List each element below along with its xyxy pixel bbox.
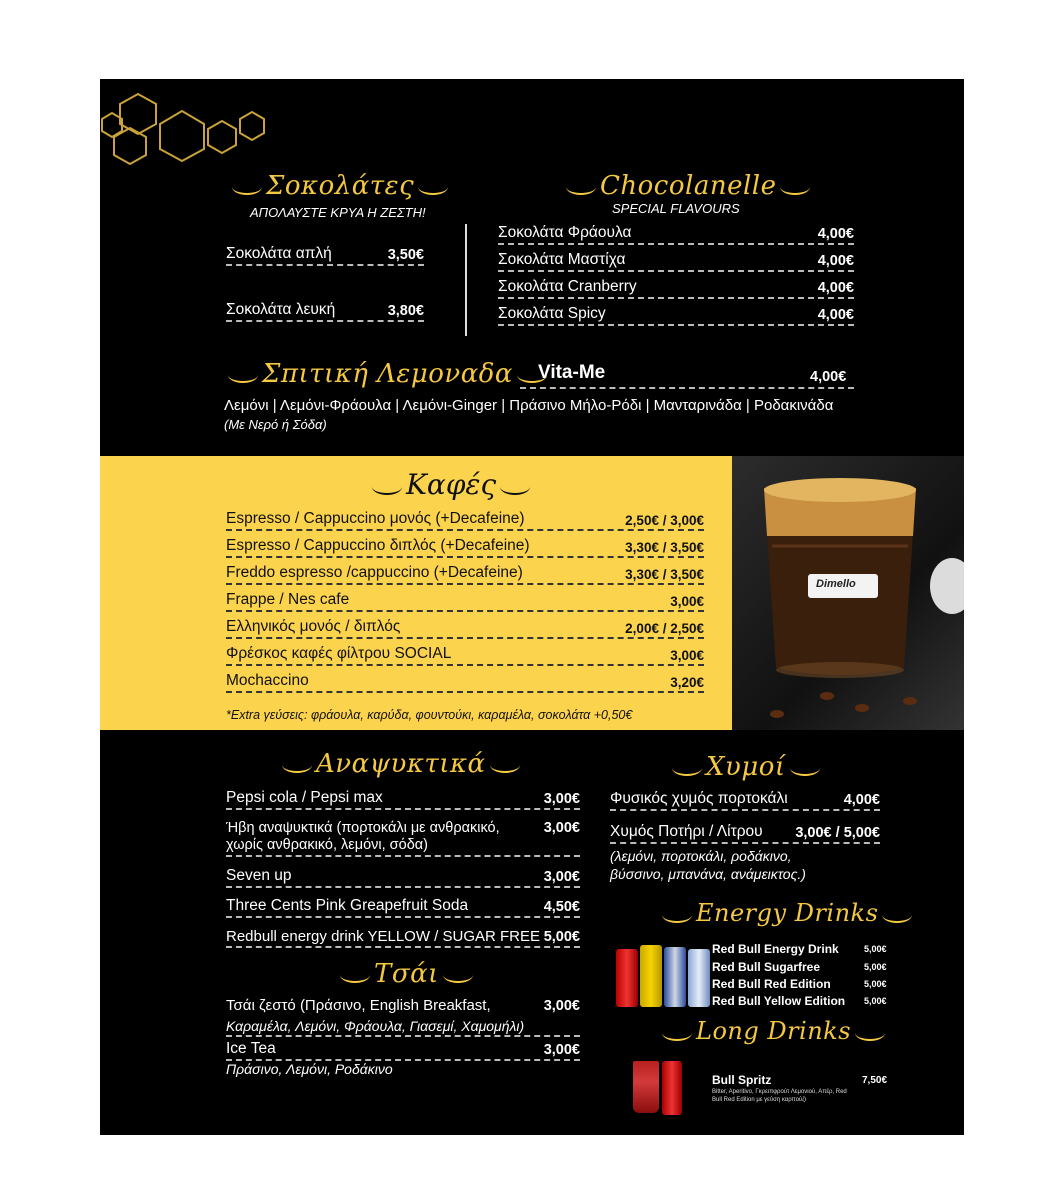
chocolates-title: Σοκολάτες bbox=[228, 171, 452, 201]
chocolates-subtitle: ΑΠΟΛΑΥΣΤΕ ΚΡΥΑ Η ΖΕΣΤΗ! bbox=[250, 205, 426, 220]
menu-item: Espresso / Cappuccino μονός (+Decafeine) 2,50€ / 3,00€ bbox=[226, 510, 704, 531]
coffee-title: Καφές bbox=[368, 468, 534, 501]
menu-item: Ελληνικός μονός / διπλός 2,00€ / 2,50€ bbox=[226, 618, 704, 639]
lemonade-leader bbox=[520, 387, 854, 389]
can-red bbox=[616, 949, 638, 1007]
energy-item-price: 5,00€ bbox=[864, 962, 887, 972]
menu-item: Φρέσκος καφές φίλτρου SOCIAL 3,00€ bbox=[226, 645, 704, 666]
menu-item: Χυμός Ποτήρι / Λίτρου 3,00€ / 5,00€ bbox=[610, 823, 880, 844]
energy-item-price: 5,00€ bbox=[864, 944, 887, 954]
coffee-extras: *Extra γεύσεις: φράουλα, καρύδα, φουντούκι, καραμέλα, σοκολάτα +0,50€ bbox=[226, 708, 633, 722]
energy-item-name: Red Bull Energy Drink bbox=[712, 942, 839, 956]
menu-item: Σοκολάτα λευκή 3,80€ bbox=[226, 301, 424, 322]
lemonade-price: 4,00€ bbox=[810, 369, 847, 385]
menu-item: Φυσικός χυμός πορτοκάλι 4,00€ bbox=[610, 790, 880, 811]
menu-item: Ήβη αναψυκτικά (πορτοκάλι με ανθρακικό, χωρίς ανθρακικό, λεμόνι, σόδα) 3,00€ bbox=[226, 820, 580, 857]
lemonade-title: Σπιτική Λεμοναδα bbox=[224, 359, 551, 389]
long-drink-detail: Bitter, Aperitivo, Γκρειπφρούτ Λεμονιού, Απέρ, Red Bull Red Edition με γεύση καρπούζι bbox=[712, 1089, 847, 1103]
can-red-edition bbox=[662, 1061, 682, 1115]
menu-item: Τσάι ζεστό (Πράσινο, English Breakfast, 3,00€ bbox=[226, 997, 580, 1014]
long-drinks-title: Long Drinks bbox=[658, 1017, 889, 1045]
menu-item: Σοκολάτα Μαστίχα 4,00€ bbox=[498, 251, 854, 272]
coffee-cup-illustration bbox=[732, 456, 964, 730]
menu-page bbox=[100, 79, 964, 1135]
coffee-panel bbox=[100, 456, 732, 730]
energy-item-name: Red Bull Red Edition bbox=[712, 977, 831, 991]
tea-detail: Πράσινο, Λεμόνι, Ροδάκινο bbox=[226, 1061, 393, 1077]
cup-brand: Dimello bbox=[816, 578, 856, 590]
can-silver bbox=[688, 949, 710, 1007]
menu-item: Σοκολάτα Spicy 4,00€ bbox=[498, 305, 854, 326]
lemonade-brand: Vita-Me bbox=[538, 362, 606, 383]
coffee-photo bbox=[732, 456, 964, 730]
menu-item: Freddo espresso /cappuccino (+Decafeine) 3,30€ / 3,50€ bbox=[226, 564, 704, 585]
divider bbox=[465, 224, 467, 336]
menu-item: Seven up 3,00€ bbox=[226, 867, 580, 888]
juices-note: (λεμόνι, πορτοκάλι, ροδάκινο, βύσσινο, μπανάνα, ανάμεικτος.) bbox=[610, 848, 806, 882]
menu-item: Frappe / Nes cafe 3,00€ bbox=[226, 591, 704, 612]
honeycomb-decoration bbox=[100, 89, 280, 169]
chocolanelle-subtitle: SPECIAL FLAVOURS bbox=[612, 201, 740, 216]
energy-title: Energy Drinks bbox=[658, 899, 916, 927]
can-blue bbox=[664, 947, 686, 1007]
juices-title: Χυμοί bbox=[668, 752, 824, 782]
tea-title: Τσάι bbox=[336, 959, 477, 989]
menu-item: Mochaccino 3,20€ bbox=[226, 672, 704, 693]
menu-item: Three Cents Pink Greapefruit Soda 4,50€ bbox=[226, 897, 580, 918]
menu-item: Pepsi cola / Pepsi max 3,00€ bbox=[226, 789, 580, 810]
lemonade-flavours: Λεμόνι | Λεμόνι-Φράουλα | Λεμόνι-Ginger | Πράσινο Μήλο-Ρόδι | Μανταρινάδα | Ροδακινάδα bbox=[224, 397, 834, 414]
long-drink-price: 7,50€ bbox=[862, 1075, 888, 1086]
tea-detail: Καραμέλα, Λεμόνι, Φράουλα, Γιασεμί, Χαμομήλι) bbox=[226, 1018, 580, 1037]
can-yellow bbox=[640, 945, 662, 1007]
chocolanelle-title: Chocolanelle bbox=[562, 171, 814, 201]
menu-item: Σοκολάτα Φράουλα 4,00€ bbox=[498, 224, 854, 245]
soft-drinks-title: Αναψυκτικά bbox=[278, 749, 524, 779]
menu-item: Σοκολάτα Cranberry 4,00€ bbox=[498, 278, 854, 299]
menu-item: Ice Tea 3,00€ bbox=[226, 1040, 580, 1061]
spritz-glass bbox=[633, 1061, 659, 1113]
long-drink-name: Bull Spritz bbox=[712, 1073, 772, 1087]
energy-item-name: Red Bull Sugarfree bbox=[712, 960, 821, 974]
energy-item-price: 5,00€ bbox=[864, 996, 887, 1006]
energy-item-price: 5,00€ bbox=[864, 979, 887, 989]
energy-item-name: Red Bull Yellow Edition bbox=[712, 994, 846, 1008]
lemonade-note: (Με Νερό ή Σόδα) bbox=[224, 417, 327, 432]
menu-item: Σοκολάτα απλή 3,50€ bbox=[226, 245, 424, 266]
menu-item: Espresso / Cappuccino διπλός (+Decafeine) 3,30€ / 3,50€ bbox=[226, 537, 704, 558]
menu-item: Redbull energy drink YELLOW / SUGAR FREE 5,00€ bbox=[226, 928, 580, 948]
